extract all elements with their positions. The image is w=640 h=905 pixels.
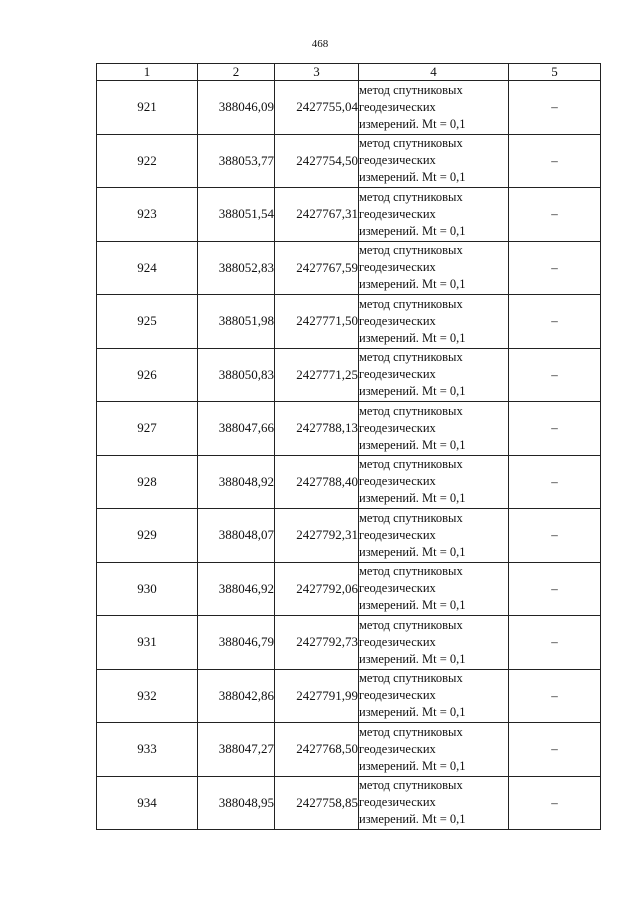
method-line: геодезических xyxy=(359,634,436,649)
y-coordinate-cell: 2427755,04 xyxy=(275,81,359,135)
y-coordinate-cell: 2427788,40 xyxy=(275,455,359,509)
table-row xyxy=(97,616,601,670)
note-cell: – xyxy=(509,134,601,188)
method-cell xyxy=(359,348,509,402)
method-line: измерений. Mt = 0,1 xyxy=(359,705,466,720)
point-number-cell: 929 xyxy=(97,509,198,563)
method-cell xyxy=(359,188,509,242)
y-coordinate-cell: 2427771,25 xyxy=(275,348,359,402)
coordinates-table xyxy=(96,63,601,830)
method-line: измерений. Mt = 0,1 xyxy=(359,758,466,773)
method-cell xyxy=(359,241,509,295)
x-coordinate-cell: 388052,83 xyxy=(198,241,275,295)
method-line: измерений. Mt = 0,1 xyxy=(359,330,466,345)
note-cell: – xyxy=(509,776,601,830)
method-line: измерений. Mt = 0,1 xyxy=(359,544,466,559)
method-line: геодезических xyxy=(359,206,436,221)
method-line: геодезических xyxy=(359,581,436,596)
y-coordinate-cell: 2427768,50 xyxy=(275,723,359,777)
point-number-cell: 926 xyxy=(97,348,198,402)
note-cell: – xyxy=(509,348,601,402)
table-row xyxy=(97,295,601,349)
table-row xyxy=(97,455,601,509)
note-cell: – xyxy=(509,669,601,723)
point-number-cell: 934 xyxy=(97,776,198,830)
y-coordinate-cell: 2427792,31 xyxy=(275,509,359,563)
x-coordinate-cell: 388046,92 xyxy=(198,562,275,616)
method-line: метод спутниковых xyxy=(359,296,463,311)
note-cell: – xyxy=(509,402,601,456)
table-header-row xyxy=(97,64,601,81)
method-line: измерений. Mt = 0,1 xyxy=(359,277,466,292)
method-line: метод спутниковых xyxy=(359,510,463,525)
y-coordinate-cell: 2427792,06 xyxy=(275,562,359,616)
method-cell xyxy=(359,669,509,723)
point-number-cell: 928 xyxy=(97,455,198,509)
method-line: метод спутниковых xyxy=(359,617,463,632)
x-coordinate-cell: 388042,86 xyxy=(198,669,275,723)
method-cell xyxy=(359,295,509,349)
method-line: метод спутниковых xyxy=(359,136,463,151)
x-coordinate-cell: 388050,83 xyxy=(198,348,275,402)
table-body xyxy=(97,81,601,830)
note-cell: – xyxy=(509,81,601,135)
method-cell xyxy=(359,776,509,830)
x-coordinate-cell: 388048,92 xyxy=(198,455,275,509)
method-cell xyxy=(359,562,509,616)
point-number-cell: 925 xyxy=(97,295,198,349)
x-coordinate-cell: 388047,27 xyxy=(198,723,275,777)
note-cell: – xyxy=(509,616,601,670)
method-cell xyxy=(359,455,509,509)
method-line: измерений. Mt = 0,1 xyxy=(359,437,466,452)
note-cell: – xyxy=(509,295,601,349)
method-line: метод спутниковых xyxy=(359,189,463,204)
method-line: геодезических xyxy=(359,795,436,810)
method-line: метод спутниковых xyxy=(359,82,463,97)
column-header: 1 xyxy=(97,64,198,81)
method-line: измерений. Mt = 0,1 xyxy=(359,384,466,399)
column-header: 3 xyxy=(275,64,359,81)
method-line: метод спутниковых xyxy=(359,778,463,793)
y-coordinate-cell: 2427767,59 xyxy=(275,241,359,295)
y-coordinate-cell: 2427771,50 xyxy=(275,295,359,349)
x-coordinate-cell: 388053,77 xyxy=(198,134,275,188)
method-line: метод спутниковых xyxy=(359,564,463,579)
y-coordinate-cell: 2427758,85 xyxy=(275,776,359,830)
method-line: измерений. Mt = 0,1 xyxy=(359,651,466,666)
point-number-cell: 923 xyxy=(97,188,198,242)
method-line: геодезических xyxy=(359,474,436,489)
method-line: метод спутниковых xyxy=(359,350,463,365)
method-line: измерений. Mt = 0,1 xyxy=(359,116,466,131)
table-row xyxy=(97,134,601,188)
column-header: 5 xyxy=(509,64,601,81)
method-line: геодезических xyxy=(359,260,436,275)
x-coordinate-cell: 388051,54 xyxy=(198,188,275,242)
x-coordinate-cell: 388051,98 xyxy=(198,295,275,349)
table-row xyxy=(97,188,601,242)
method-line: измерений. Mt = 0,1 xyxy=(359,223,466,238)
table-row xyxy=(97,402,601,456)
page-number: 468 xyxy=(311,38,329,50)
point-number-cell: 932 xyxy=(97,669,198,723)
x-coordinate-cell: 388046,79 xyxy=(198,616,275,670)
y-coordinate-cell: 2427792,73 xyxy=(275,616,359,670)
method-line: метод спутниковых xyxy=(359,724,463,739)
y-coordinate-cell: 2427754,50 xyxy=(275,134,359,188)
table-row xyxy=(97,562,601,616)
x-coordinate-cell: 388047,66 xyxy=(198,402,275,456)
y-coordinate-cell: 2427767,31 xyxy=(275,188,359,242)
y-coordinate-cell: 2427791,99 xyxy=(275,669,359,723)
point-number-cell: 930 xyxy=(97,562,198,616)
table-row xyxy=(97,669,601,723)
point-number-cell: 921 xyxy=(97,81,198,135)
x-coordinate-cell: 388048,95 xyxy=(198,776,275,830)
method-line: измерений. Mt = 0,1 xyxy=(359,170,466,185)
method-cell xyxy=(359,402,509,456)
point-number-cell: 922 xyxy=(97,134,198,188)
note-cell: – xyxy=(509,455,601,509)
method-line: метод спутниковых xyxy=(359,403,463,418)
method-line: геодезических xyxy=(359,153,436,168)
column-header: 4 xyxy=(359,64,509,81)
point-number-cell: 927 xyxy=(97,402,198,456)
table-row xyxy=(97,723,601,777)
method-cell xyxy=(359,81,509,135)
table-row xyxy=(97,509,601,563)
method-cell xyxy=(359,616,509,670)
method-line: геодезических xyxy=(359,741,436,756)
table-row xyxy=(97,348,601,402)
method-line: измерений. Mt = 0,1 xyxy=(359,812,466,827)
method-line: метод спутниковых xyxy=(359,671,463,686)
note-cell: – xyxy=(509,241,601,295)
method-cell xyxy=(359,723,509,777)
method-line: измерений. Mt = 0,1 xyxy=(359,491,466,506)
x-coordinate-cell: 388046,09 xyxy=(198,81,275,135)
method-line: геодезических xyxy=(359,367,436,382)
column-header: 2 xyxy=(198,64,275,81)
method-cell xyxy=(359,134,509,188)
note-cell: – xyxy=(509,723,601,777)
method-line: геодезических xyxy=(359,313,436,328)
method-cell xyxy=(359,509,509,563)
method-line: геодезических xyxy=(359,527,436,542)
method-line: геодезических xyxy=(359,688,436,703)
method-line: измерений. Mt = 0,1 xyxy=(359,598,466,613)
method-line: метод спутниковых xyxy=(359,457,463,472)
method-line: метод спутниковых xyxy=(359,243,463,258)
point-number-cell: 924 xyxy=(97,241,198,295)
point-number-cell: 931 xyxy=(97,616,198,670)
table-row xyxy=(97,81,601,135)
note-cell: – xyxy=(509,509,601,563)
point-number-cell: 933 xyxy=(97,723,198,777)
table-row xyxy=(97,776,601,830)
x-coordinate-cell: 388048,07 xyxy=(198,509,275,563)
y-coordinate-cell: 2427788,13 xyxy=(275,402,359,456)
table-row xyxy=(97,241,601,295)
note-cell: – xyxy=(509,562,601,616)
method-line: геодезических xyxy=(359,420,436,435)
note-cell: – xyxy=(509,188,601,242)
method-line: геодезических xyxy=(359,99,436,114)
